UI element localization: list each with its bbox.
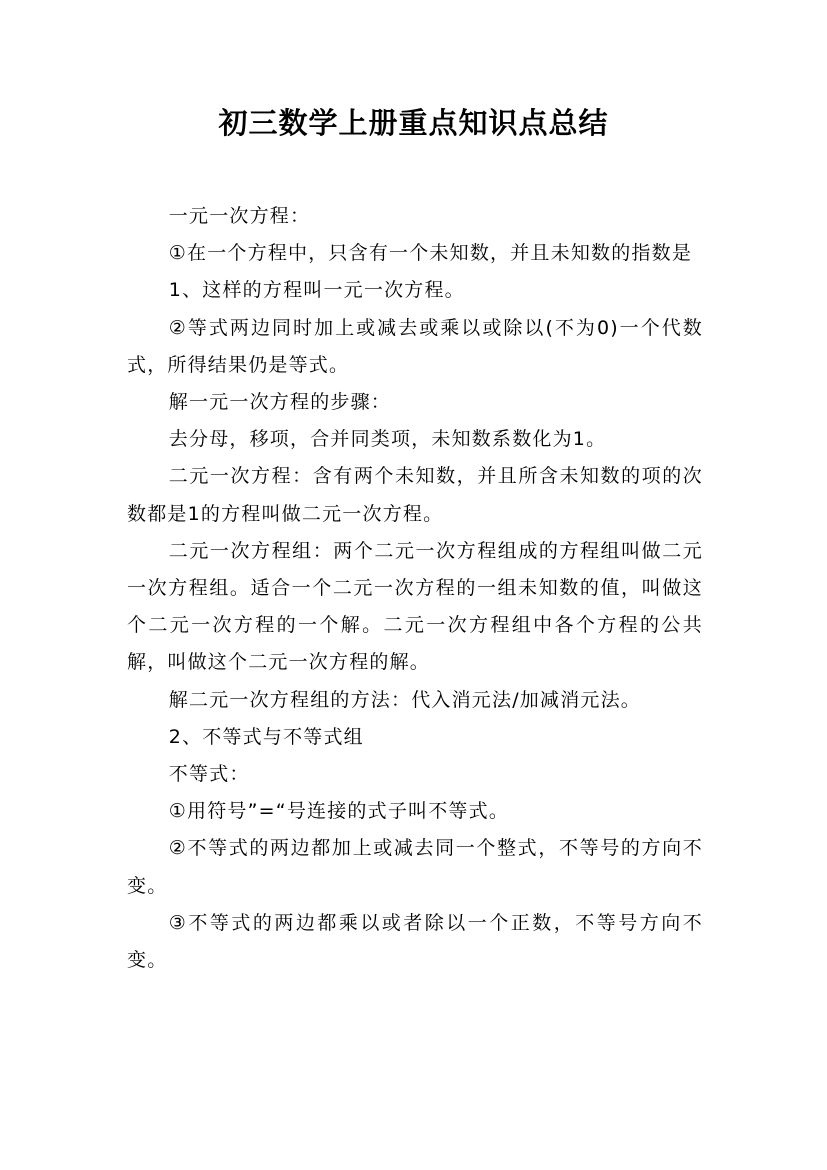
paragraph: 去分母，移项，合并同类项，未知数系数化为1。: [168, 428, 607, 451]
paragraph: 二元一次方程组：两个二元一次方程组成的方程组叫做二元一次方程组。适合一个二元一次方程的一组未知数的值，叫做这个二元一次方程的一个解。二元一次方程组中各个方程的公共解，叫做这个二元一次方程的解。: [127, 539, 703, 674]
document-body: [127, 198, 703, 979]
paragraph: ②不等式的两边都加上或减去同一个整式，不等号的方向不变。: [127, 837, 703, 897]
paragraph: 1、这样的方程叫一元一次方程。: [168, 279, 465, 302]
paragraph: 解二元一次方程组的方法：代入消元法/加减消元法。: [168, 688, 641, 711]
paragraph: 一元一次方程：: [168, 205, 311, 227]
document-title: 初三数学上册重点知识点总结: [218, 106, 609, 140]
paragraph: 不等式：: [168, 763, 250, 786]
paragraph: ①在一个方程中，只含有一个未知数，并且未知数的指数是: [168, 242, 693, 265]
paragraph: ①用符号”=“号连接的式子叫不等式。: [168, 800, 510, 823]
paragraph: 2、不等式与不等式组: [168, 725, 364, 748]
paragraph: 解一元一次方程的步骤：: [168, 391, 391, 414]
paragraph: ③不等式的两边都乘以或者除以一个正数，不等号方向不变。: [127, 911, 703, 972]
paragraph: ②等式两边同时加上或减去或乘以或除以(不为0)一个代数式，所得结果仍是等式。: [127, 316, 703, 376]
paragraph: 二元一次方程：含有两个未知数，并且所含未知数的项的次数都是1的方程叫做二元一次方程。: [127, 465, 703, 525]
